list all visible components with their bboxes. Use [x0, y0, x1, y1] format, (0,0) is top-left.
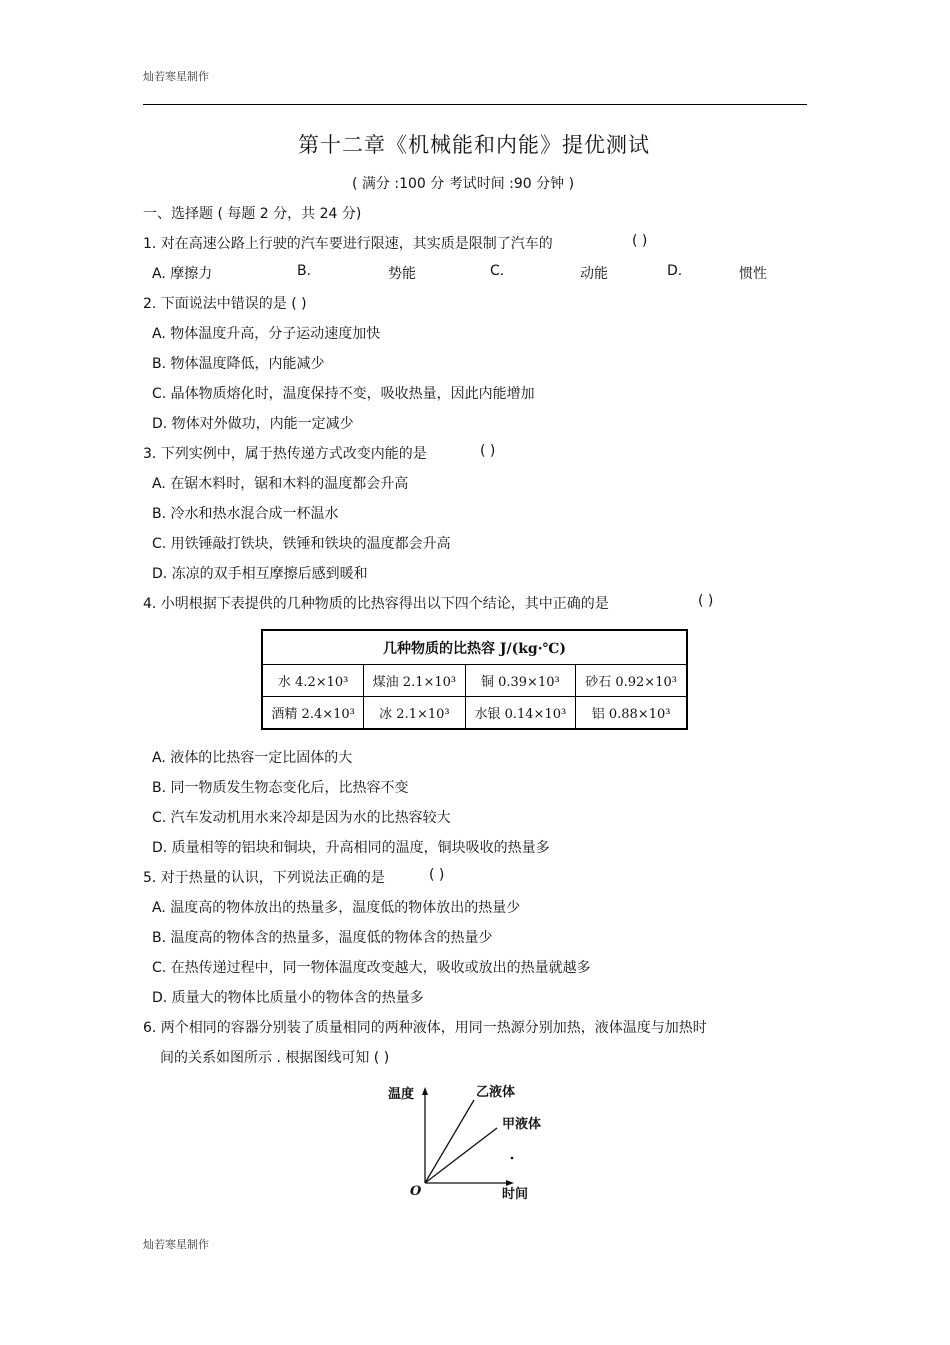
line-jia-label: 甲液体	[502, 1117, 542, 1132]
line-yi-label: 乙液体	[476, 1085, 516, 1100]
line-jia	[425, 1128, 497, 1183]
q1-option-d-text: 惯性	[739, 266, 767, 282]
table-cell: 煤油 2.1×10³	[364, 665, 465, 697]
y-axis-arrow-icon	[422, 1087, 428, 1095]
temperature-time-graph	[380, 1078, 590, 1208]
footer-watermark: 灿若寒星制作	[143, 1238, 209, 1251]
q2-option-d: D. 物体对外做功，内能一定减少	[152, 416, 354, 432]
question-6-stem-line1: 6. 两个相同的容器分别装了质量相同的两种液体，用同一热源分别加热，液体温度与加热时	[143, 1020, 707, 1036]
line-yi	[425, 1100, 474, 1183]
q3-option-a: A. 在锯木料时，锯和木料的温度都会升高	[152, 476, 409, 492]
q5-option-b: B. 温度高的物体含的热量多，温度低的物体含的热量少	[152, 930, 493, 946]
q1-option-b-letter: B.	[297, 263, 312, 279]
q4-option-d: D. 质量相等的铝块和铜块，升高相同的温度，铜块吸收的热量多	[152, 840, 550, 856]
q4-option-a: A. 液体的比热容一定比固体的大	[152, 750, 353, 766]
q5-option-c: C. 在热传递过程中，同一物体温度改变越大，吸收或放出的热量就越多	[152, 960, 591, 976]
x-axis-arrow-icon	[506, 1180, 514, 1186]
q3-option-b: B. 冷水和热水混合成一杯温水	[152, 506, 339, 522]
q5-option-d: D. 质量大的物体比质量小的物体含的热量多	[152, 990, 424, 1006]
q3-option-c: C. 用铁锤敲打铁块，铁锤和铁块的温度都会升高	[152, 536, 451, 552]
q2-option-b: B. 物体温度降低，内能减少	[152, 356, 325, 372]
question-3-bracket: ( )	[480, 443, 496, 459]
q2-option-a: A. 物体温度升高，分子运动速度加快	[152, 326, 381, 342]
q3-option-d: D. 冻凉的双手相互摩擦后感到暖和	[152, 566, 368, 582]
table-row	[262, 697, 687, 730]
y-axis-label: 温度	[388, 1087, 415, 1102]
q1-option-a: A. 摩擦力	[152, 266, 213, 282]
question-5-bracket: ( )	[429, 867, 445, 883]
question-6-stem-line2: 间的关系如图所示 . 根据图线可知 ( )	[160, 1050, 390, 1066]
table-cell: 水银 0.14×10³	[465, 697, 576, 730]
table-cell: 铝 0.88×10³	[576, 697, 687, 730]
question-1-stem: 1. 对在高速公路上行驶的汽车要进行限速，其实质是限制了汽车的	[143, 236, 553, 252]
table-cell: 冰 2.1×10³	[364, 697, 465, 730]
question-3-stem: 3. 下列实例中，属于热传递方式改变内能的是	[143, 446, 427, 462]
table-cell: 砂石 0.92×10³	[576, 665, 687, 697]
dot-mark	[511, 1157, 514, 1160]
q4-option-b: B. 同一物质发生物态变化后，比热容不变	[152, 780, 409, 796]
header-watermark: 灿若寒星制作	[143, 70, 209, 83]
q2-option-c: C. 晶体物质熔化时，温度保持不变，吸收热量，因此内能增加	[152, 386, 535, 402]
q5-option-a: A. 温度高的物体放出的热量多，温度低的物体放出的热量少	[152, 900, 521, 916]
page-subtitle: ( 满分 :100 分 考试时间 :90 分钟 )	[352, 176, 575, 192]
q4-option-c: C. 汽车发动机用水来冷却是因为水的比热容较大	[152, 810, 451, 826]
page-title: 第十二章《机械能和内能》提优测试	[298, 133, 650, 157]
table-cell: 水 4.2×10³	[262, 665, 364, 697]
question-2-stem: 2. 下面说法中错误的是 ( )	[143, 296, 307, 312]
question-4-stem: 4. 小明根据下表提供的几种物质的比热容得出以下四个结论，其中正确的是	[143, 596, 609, 612]
table-cell: 铜 0.39×10³	[465, 665, 576, 697]
section-heading: 一、选择题 ( 每题 2 分，共 24 分)	[143, 206, 362, 222]
q1-option-b-text: 势能	[388, 266, 416, 282]
origin-label: O	[410, 1184, 422, 1199]
header-rule	[143, 104, 807, 105]
question-5-stem: 5. 对于热量的认识，下列说法正确的是	[143, 870, 385, 886]
question-4-bracket: ( )	[698, 593, 714, 609]
specific-heat-table	[261, 629, 688, 730]
table-caption: 几种物质的比热容 J/(kg·℃)	[262, 630, 687, 665]
q1-option-c-letter: C.	[490, 263, 505, 279]
q1-option-d-letter: D.	[667, 263, 683, 279]
q1-option-c-text: 动能	[580, 266, 608, 282]
table-cell: 酒精 2.4×10³	[262, 697, 364, 730]
table-row	[262, 665, 687, 697]
x-axis-label: 时间	[502, 1187, 529, 1202]
question-1-bracket: ( )	[632, 233, 648, 249]
